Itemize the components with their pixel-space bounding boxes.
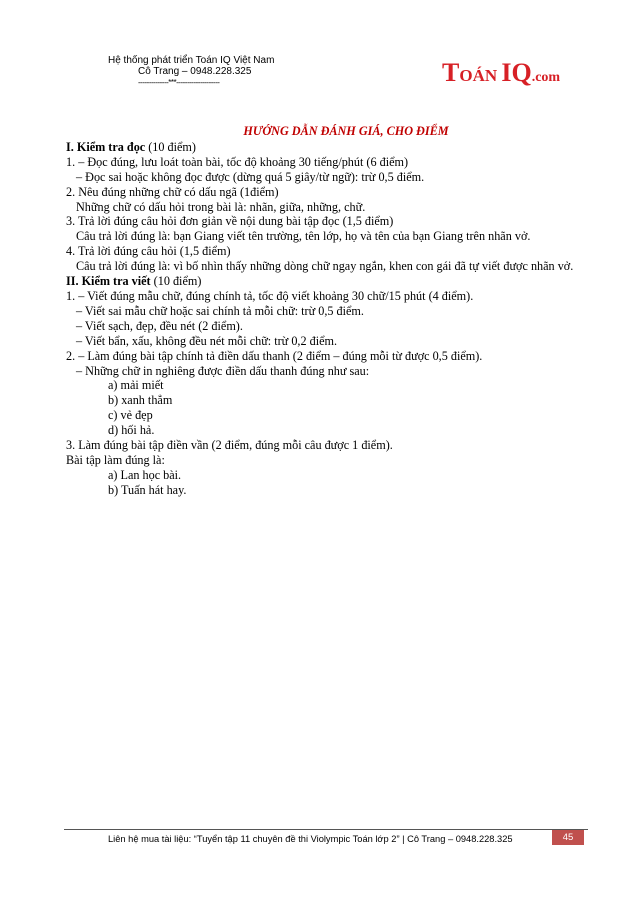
- writing-line: – Viết bẩn, xấu, không đều nét mỗi chữ: trừ 0,2 điểm.: [76, 333, 338, 348]
- answer-item: a) Lan học bài.: [108, 467, 182, 482]
- answer-item: b) Tuấn hát hay.: [108, 482, 187, 497]
- reading-line: 2. Nêu đúng những chữ có dấu ngã (1điểm): [66, 184, 279, 199]
- reading-line: Những chữ có dấu hỏi trong bài là: nhãn, giữa, những, chữ.: [76, 199, 366, 214]
- answer-item: a) mải miết: [108, 378, 164, 393]
- reading-line: Câu trả lời đúng là: bạn Giang viết tên trường, tên lớp, họ và tên của bạn Giang trên nhãn vở.: [76, 229, 531, 244]
- reading-line: Câu trả lời đúng là: vì bố nhìn thấy những dòng chữ ngay ngắn, khen con gái đã tự viết được nhãn vở.: [76, 259, 574, 274]
- answer-item: c) vẻ đẹp: [108, 408, 153, 423]
- footer-divider: [64, 829, 588, 830]
- answer-item: b) xanh thẳm: [108, 393, 173, 408]
- header-org: Hệ thống phát triển Toán IQ Việt Nam: [108, 55, 275, 66]
- footer-contact: Liên hệ mua tài liệu: “Tuyển tập 11 chuyên đề thi Violympic Toán lớp 2” | Cô Trang – 0948.228.325: [108, 834, 513, 844]
- header-contact: Cô Trang – 0948.228.325: [138, 66, 252, 77]
- reading-line: – Đọc sai hoặc không đọc được (dừng quá 5 giây/từ ngữ): trừ 0,5 điểm.: [76, 169, 425, 184]
- writing-line: 2. – Làm đúng bài tập chính tả điền dấu thanh (2 điểm – đúng mỗi từ được 0,5 điểm).: [66, 348, 483, 363]
- writing-line: – Viết sạch, đẹp, đều nét (2 điểm).: [76, 318, 243, 333]
- document-body: [66, 124, 586, 498]
- writing-line: – Những chữ in nghiêng được điền dấu thanh đúng như sau:: [76, 363, 370, 378]
- page-title: HƯỚNG DẪN ĐÁNH GIÁ, CHO ĐIỂM: [243, 124, 449, 138]
- writing-line: 3. Làm đúng bài tập điền vần (2 điểm, đúng mỗi câu được 1 điểm).: [66, 438, 393, 453]
- toan-iq-logo: [442, 58, 560, 88]
- writing-line: Bài tập làm đúng là:: [66, 452, 165, 467]
- header-divider: --------------***--------------------: [138, 78, 220, 87]
- logo-part-1: T: [442, 58, 460, 87]
- section-heading-reading: I. Kiểm tra đọc (10 điểm): [66, 139, 196, 154]
- logo-part-4: .com: [531, 70, 561, 85]
- logo-part-2: OÁN: [459, 66, 502, 85]
- reading-line: 4. Trả lời đúng câu hỏi (1,5 điểm): [66, 244, 231, 259]
- answer-item: d) hối hả.: [108, 423, 155, 438]
- document-header: [108, 55, 328, 88]
- reading-line: 1. – Đọc đúng, lưu loát toàn bài, tốc độ khoảng 30 tiếng/phút (6 điểm): [66, 154, 409, 169]
- writing-line: 1. – Viết đúng mẫu chữ, đúng chính tả, tốc độ viết khoảng 30 chữ/15 phút (4 điểm).: [66, 288, 474, 303]
- page-number: 45: [552, 830, 584, 845]
- section-heading-writing: II. Kiểm tra viết (10 điểm): [66, 274, 202, 289]
- logo-part-3: IQ: [501, 58, 532, 87]
- reading-line: 3. Trả lời đúng câu hỏi đơn giản về nội dung bài tập đọc (1,5 điểm): [66, 214, 394, 229]
- writing-line: – Viết sai mẫu chữ hoặc sai chính tả mỗi chữ: trừ 0,5 điểm.: [76, 303, 364, 318]
